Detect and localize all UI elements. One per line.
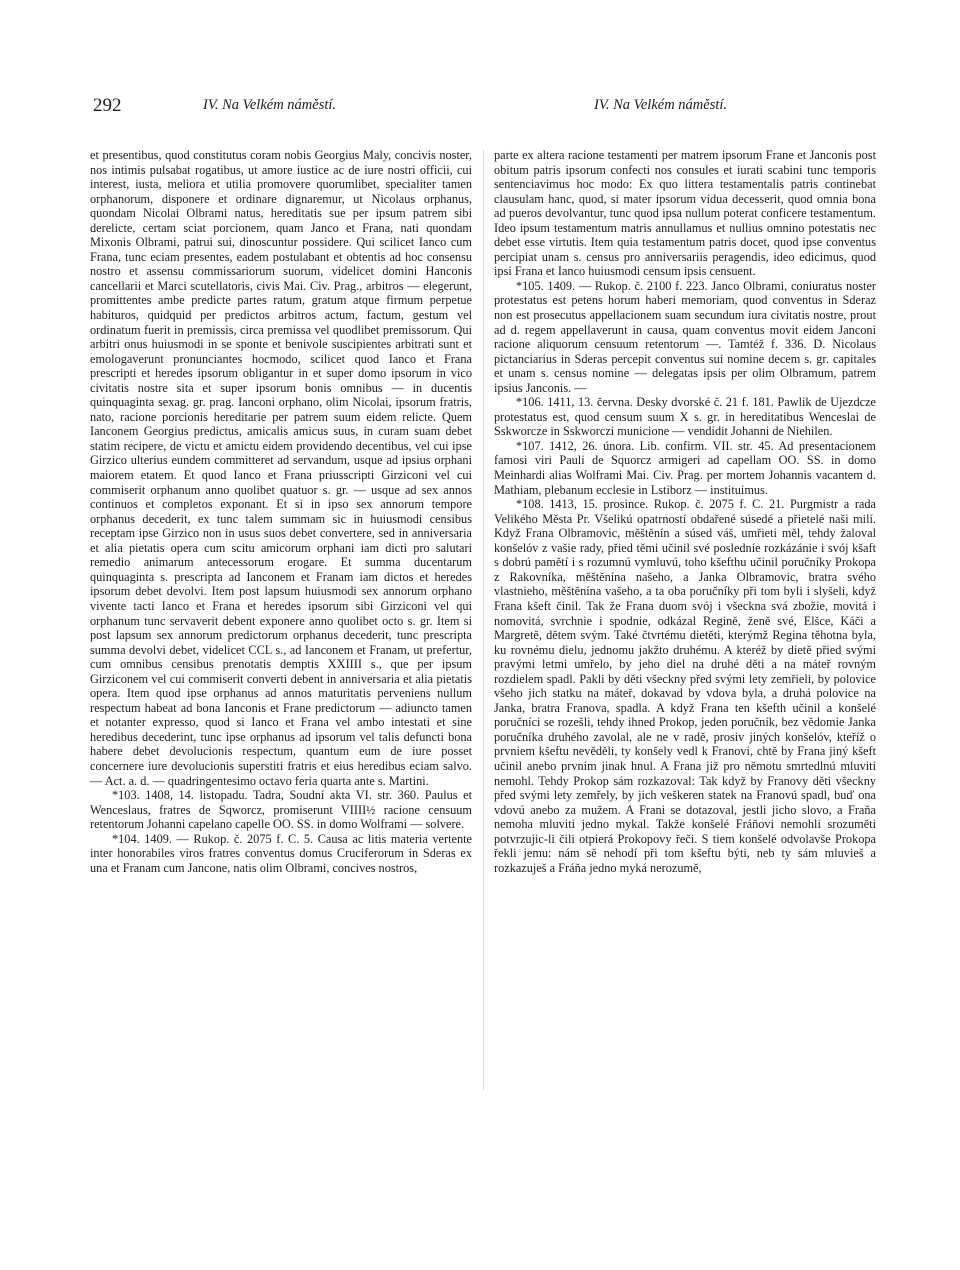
right-paragraph-3: *106. 1411, 13. června. Desky dvorské č. 21 f. 181. Pawlik de Ujezdcze protestatus est, quod censum suum X s. gr. in hereditatibus Wenceslai de Sskworcze in Sskworczi municione — vendidit Johanni de Niehilen. bbox=[494, 395, 876, 439]
left-paragraph-3: *104. 1409. — Rukop. č. 2075 f. C. 5. Causa ac litis materia vertente inter honorabiles viros fratres conventus domus Cruciferorum in Sderas ex una et Franam cum Jancone, natis olim Olbrami, concives nostros, bbox=[90, 831, 472, 875]
left-paragraph-1: et presentibus, quod constitutus coram nobis Georgius Maly, concivis noster, nos intimis pulsabat rogatibus, ut amore iustice ac de iure nostri officii, cui interest, iusta, meliora et utilia promovere quorumlibet, specialiter tamen orphanorum, disponere et ordinare dignaremur, ut Nicolaus orphanus, quondam Nicolai Olbrami natus, hereditatis sue per ipsum patrem sibi derelicte, certam sciat porcionem, quam Janco et Frana, nati quondam Mixonis Olbrami, patrui sui, dinoscuntur possidere. Qui scilicet Ianco cum Frana, tunc eciam presentes, eadem postulabant et obtentis ad hoc consensu nostro et assensu commissariorum suorum, videlicet domini Hanconis cancellarii et Marci scutellatoris, civis Mai. Civ. Prag., arbitros — elegerunt, promittentes ambe predicte partes ratum, gratum atque firmum perpetue habituros, quidquid per predictos arbitros actum, factum, gestum vel ordinatum fuerit in premissis, circa premissa vel quodlibet premissorum. Qui arbitri onus huiusmodi in se sponte et benivole suscipientes arbitrati sunt et emologaverunt pronunciantes hocmodo, scilicet quod Ianco et Frana prescripti et heredes ipsorum obligantur in et super domo ipsorum in vico civitatis nostre sita et super ipsorum bonis omnibus — in ducentis quinquaginta sexag. gr. prag. Ianconi orphano, olim Nicolai, ipsorum fratris, nato, racione porcionis hereditarie per patrem suum eidem relicte. Quem Ianconem Georgius predictus, amicalis amicus suus, in curam suam debet statim recipere, de victu et amictu eidem providendo decentibus, vel cui ipse Girzico ulterius eundem committeret ad servandum, usque ad ipsius orphani maiorem etatem. Et quod Ianco et Frana priusscripti Girziconi vel cui commiserit orphanum anno quolibet quatuor s. gr. — usque ad sex annos continuos et completos exponant. Et si in ipso sex annorum tempore orphanus decederit, ex tunc talem summam sic in huiusmodi censibus receptam ipse Girzico non in usus suos debet convertere, sed in anniversaria et alia pietatis opera cum scitu amicorum orphani iam dicti pro salutari remedio animarum antecessorum erogare. Et summa ducentarum quinquaginta s. prescripta ad Ianconem et Franam iam dictos et heredes ipsorum debet devolvi. Item post lapsum huiusmodi sex annorum orphano vivente tacti Ianco et Frana et heredes ipsorum sibi Girziconi vel qui orphanum tunc servaverit debent exponere anno quolibet octo s. gr. Item si post lapsum sex annorum predictorum orphanus decederit, tunc prescripta summa devolvi debet, videlicet CCL s., ad Ianconem et Franam, ut prefertur, cum omnibus censibus prenotatis demptis XXIIII s., que per ipsum Girziconem vel cui commiserit converti debent in anniversaria et alia pietatis opera. Item quod ipse orphanus ad annos maturitatis perveniens nullum respectum habeat ad bona Ianconis et Frane predictorum — adiuncto tamen et notanter expresso, quod si Ianco et Frana vel ambo intestati et sine heredibus decederint, tunc ipse orphanus ad ipsorum vel talis defuncti bona habere debet devolucionis respectum, quantum eum de iure posset concernere iure devolucionis superstiti fratris et eius heredibus eciam salvo. — Act. a. d. — quadringentesimo octavo feria quarta ante s. Martini. bbox=[90, 148, 472, 788]
running-head-right: IV. Na Velkém náměstí. bbox=[594, 97, 728, 113]
right-column bbox=[494, 148, 876, 875]
right-paragraph-2: *105. 1409. — Rukop. č. 2100 f. 223. Janco Olbrami, coniuratus noster protestatus est petens horum haberi memoriam, quod conventus in Sderaz non est prosecutus appellacionem suam secundum iura civitatis nostre, prout ad d. regem appellaverunt in causa, quam conventus movit eidem Janconi racione aliquorum censuum retentorum —. Tamtéž f. 336. D. Nicolaus pictanciarius in Sderas percepit conventus sui nomine decem s. gr. capitales et unam s. census nomine — delegatas ipsis per olim Olbramum, patrem ipsius Janconis. — bbox=[494, 278, 876, 395]
right-paragraph-1: parte ex altera racione testamenti per matrem ipsorum Frane et Janconis post obitum patris ipsorum confecti nos consules et iurati scabini tunc temporis sentenciavimus hoc modo: Ex quo littera testamentalis patris continebat clausulam hanc, quod, si mater ipsorum vidua decesserit, quod omnia bona ad pueros devolvantur, tunc quod ipsa nullum poterat conficere testamentum. Ideo ipsum testamentum matris annullamus et nullius omnino potestatis nec debet esse virtutis. Item quia testamentum patris docet, quod ipse conventus percipiat unam s. census pro anniversariis peragendis, ideo edicimus, quod ipsi Frana et Ianco huiusmodi censum ipsis censuent. bbox=[494, 148, 876, 279]
left-paragraph-2: *103. 1408, 14. listopadu. Tadra, Soudní akta VI. str. 360. Paulus et Wenceslaus, fratres de Sqworcz, promiserunt VIIII½ racione censuum retentorum Johanni capelano capelle OO. SS. in domo Wolframi — solvere. bbox=[90, 788, 472, 832]
right-paragraph-5: *108. 1413, 15. prosince. Rukop. č. 2075 f. C. 21. Purgmistr a rada Velikého Města Pr. Všelikú opatrností obdařené súsedé a přietelé naši milí. Když Frana Olbramovic, měštěnín a súsed váš, umřieti měl, tehdy žaloval konšelóv z vašie rady, přied těmi učinil své posledníe rozkázánie i svój kšaft s dobrú pamětí i s rozumnú vymluvú, toho kšefthu učinil poručníky Prokopa z Rakovníka, měštěnína našeho, a Janka Olbramovic, bratra svého vlastnieho, měštěnína vašeho, a ta oba poručníky při tom byli i slyšeli, když Frana kšeft činil. Tak že Frana duom svój i všeckna svá zbožie, movitá i nomovitá, svrchnie i spodnie, odkázal Regině, ženě své, Elšce, Káči a Margretě, dětem svým. Také čtvrtému dietěti, kterýmž Regina těhotna byla, ku rovnému dielu, jednomu jakžto druhému. A kteréž by dietě přied svými pravými letmi umřelo, by jeho diel na druhé děti a na máteř rovným rozdielem spadl. Pakli by děti všeckny před svými lety zemřieli, by polovice všeho jich statku na máteř, dokavad by vdova byla, a druhá polovice na Janka, bratra Franova, spadla. A když Frana ten kšefth učinil a konšelé poručníci se rozešli, tehdy ihned Prokop, jeden poručník, bez vědomie Janka poručníka druhého zavolal, ale ne v radě, prosiv jiných konšelóv, kteříž o prvniem kšeftu nevěděli, ty konšely vedl k Franovi, chtě by Frana jiný kšeft učinil anebo prvním jinak hnul. A Frana již pro němotu smrtedlnú mluviti nemohl. Tehdy Prokop sám rozkazoval: Tak když by Franovy děti všeckny před svými lety zemřely, by jich veškeren statek na Franovú spadl, buď ona vdovú anebo za mužem. A Frani se dotazoval, jestli jicho slovo, a Fraňa nemoha mluviti jedno mykal. Takže konšelé Fráňovi nemohli srozuměti potvrzujic-li čili otpierá Prokopovy řeči. S tiem konšelé odvolavše Prokopa řekli jemu: nám sě nehodí při tom kšeftu býti, neb ty sám mluvieš a rozkazuješ a Fráňa jedno myká nerozumě, bbox=[494, 497, 876, 875]
left-column bbox=[90, 148, 472, 875]
running-head-left: IV. Na Velkém náměstí. bbox=[203, 97, 337, 113]
page-number: 292 bbox=[93, 95, 122, 116]
right-paragraph-4: *107. 1412, 26. února. Lib. confirm. VII. str. 45. Ad presentacionem famosi viri Pauli de Squorcz armigeri ad capellam OO. SS. in domo Meinhardi alias Wolframi Mai. Civ. Prag. per mortem Johannis vacantem d. Mathiam, plebanum ecclesie in Lstiborz — instituimus. bbox=[494, 438, 876, 497]
column-divider bbox=[483, 150, 484, 1090]
